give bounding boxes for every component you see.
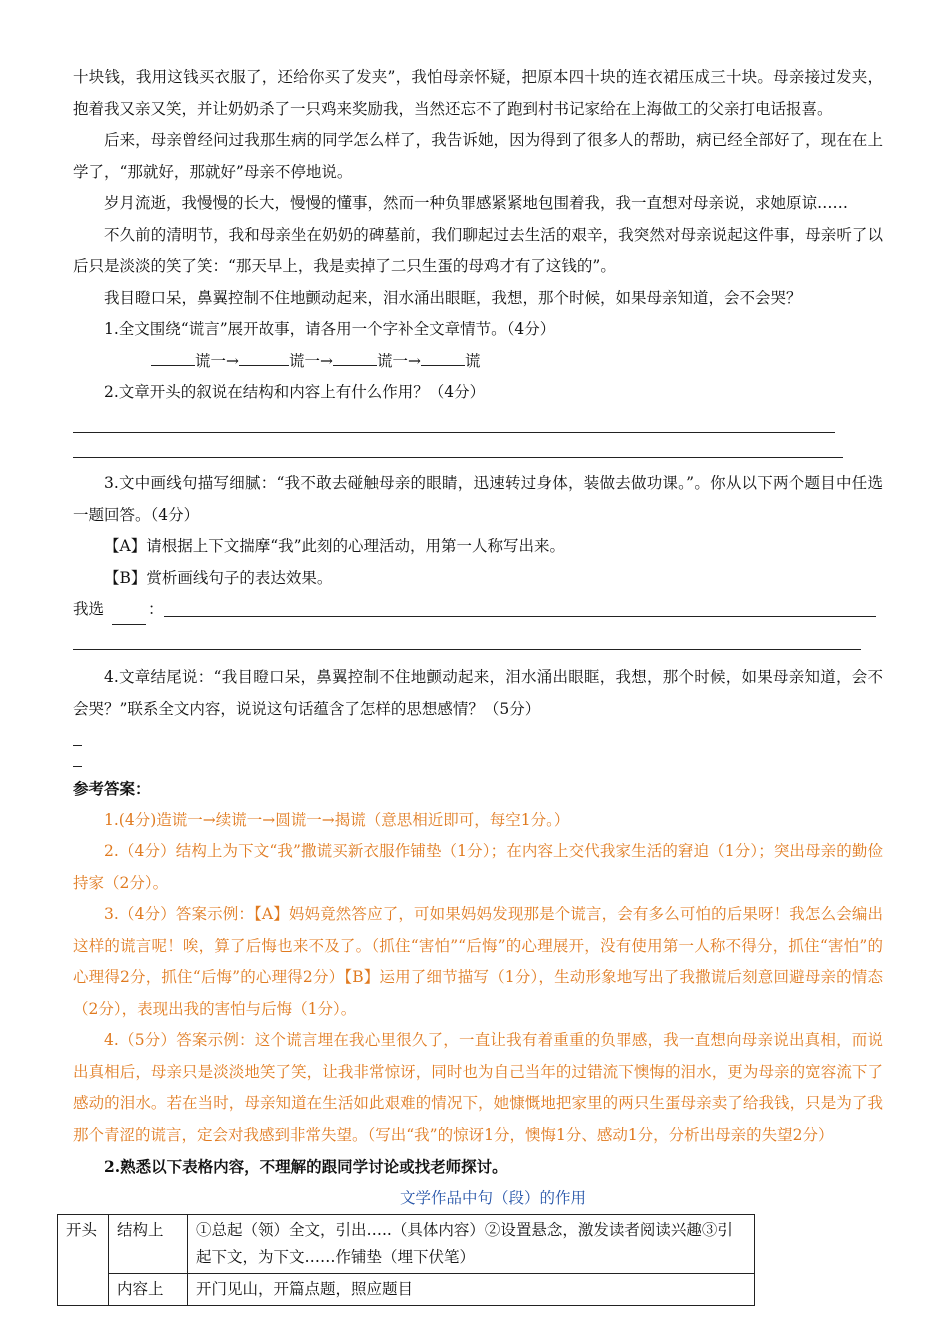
question-3-option-a: 【A】请根据上下文揣摩“我”此刻的心理活动，用第一人称写出来。 bbox=[104, 537, 566, 555]
choose-blank[interactable] bbox=[112, 606, 146, 625]
question-4: 4.文章结尾说：“我目瞪口呆，鼻翼控制不住地颤动起来，泪水涌出眼眶，我想，那个时候，如果母亲知道，会不会哭？”联系全文内容，说说这句话蕴含了怎样的思想感情？（5分） bbox=[73, 668, 883, 718]
table-row bbox=[58, 1214, 755, 1273]
question-3-option-b: 【B】赏析画线句子的表达效果。 bbox=[104, 568, 333, 587]
table-cell: 结构上 bbox=[109, 1214, 188, 1273]
answer-2: 2.（4分）结构上为下文“我”撒谎买新衣服作铺垫（1分）；在内容上交代我家生活的窘迫（1分）；突出母亲的勤俭持家（2分）。 bbox=[73, 842, 883, 892]
passage-paragraph: 不久前的清明节，我和母亲坐在奶奶的碑墓前，我们聊起过去生活的艰辛，我突然对母亲说起这件事，母亲听了以后只是淡淡的笑了笑：“那天早上，我是卖掉了二只生蛋的母鸡才有了这钱的”。 bbox=[73, 225, 883, 275]
answer-line[interactable] bbox=[73, 408, 835, 433]
question-1: 1.全文围绕“谎言”展开故事，请各用一个字补全文章情节。（4分） bbox=[104, 320, 556, 338]
fill-blank[interactable] bbox=[151, 347, 195, 366]
passage-paragraph: 岁月流逝，我慢慢的长大，慢慢的懂事，然而一种负罪感紧紧地包围着我，我一直想对母亲说，求她原谅…… bbox=[104, 194, 849, 212]
fill-blank[interactable] bbox=[333, 347, 377, 366]
choose-colon: ： bbox=[148, 600, 164, 618]
answer-line[interactable] bbox=[73, 433, 843, 458]
fill-connector: 谎一→ bbox=[289, 351, 333, 370]
function-table bbox=[57, 1214, 755, 1306]
choose-label: 我选 bbox=[73, 600, 105, 618]
table-cell: 内容上 bbox=[109, 1273, 188, 1305]
answer-line[interactable] bbox=[73, 625, 861, 650]
answer-line[interactable] bbox=[164, 596, 876, 617]
answer-1: 1.(4分)造谎一→续谎一→圆谎一→揭谎（意思相近即可，每空1分。） bbox=[104, 810, 570, 829]
fill-blank[interactable] bbox=[239, 347, 289, 366]
table-title: 文学作品中句（段）的作用 bbox=[399, 1188, 586, 1207]
question-1-fill-row bbox=[73, 346, 883, 377]
fill-blank[interactable] bbox=[421, 347, 465, 366]
passage-paragraph: 后来，母亲曾经问过我那生病的同学怎么样了，我告诉她，因为得到了很多人的帮助，病已经全部好了，现在在上学了，“那就好，那就好”母亲不停地说。 bbox=[73, 131, 883, 181]
table-cell: ①总起（领）全文，引出…..（具体内容）②设置悬念，激发读者阅读兴趣③引起下文，为下文……作铺垫（埋下伏笔） bbox=[188, 1214, 755, 1273]
document-content bbox=[66, 62, 883, 1306]
question-3-choose-row bbox=[73, 594, 883, 625]
answer-4: 4.（5分）答案示例：这个谎言埋在我心里很久了，一直让我有着重重的负罪感，我一直想向母亲说出真相，而说出真相后，母亲只是淡淡地笑了笑，让我非常惊讶，同时也为自己当年的过错流下懊悔的泪水，更为母亲的宽容流下了感动的泪水。若在当时，母亲知道在生活如此艰难的情况下，她慷慨地把家里的两只生蛋母亲卖了给我钱，只是为了我那个青涩的谎言，定会对我感到非常失望。（写出“我”的惊讶1分，懊悔1分、感动1分，分析出母亲的失望2分） bbox=[73, 1031, 883, 1144]
table-cell: 开头 bbox=[58, 1214, 109, 1305]
answer-3: 3.（4分）答案示例：【A】妈妈竟然答应了，可如果妈妈发现那是个谎言，会有多么可怕的后果呀！我怎么会编出这样的谎言呢！唉，算了后悔也来不及了。（抓住“害怕”“后悔”的心理展开，没有使用第一人称不得分，抓住“害怕”的心理得2分，抓住“后悔”的心理得2分）【B】运用了细节描写（1分），生动形象地写出了我撒谎后刻意回避母亲的情态（2分），表现出我的害怕与后悔（1分）。 bbox=[73, 905, 883, 1018]
fill-connector: 谎一→ bbox=[195, 351, 239, 370]
passage-paragraph: 我目瞪口呆，鼻翼控制不住地颤动起来，泪水涌出眼眶，我想，那个时候，如果母亲知道，会不会哭？ bbox=[104, 288, 802, 307]
passage-paragraph: 十块钱，我用这钱买衣服了，还给你买了发夹”，我怕母亲怀疑，把原本四十块的连衣裙压成三十块。母亲接过发夹，抱着我又亲又笑，并让奶奶杀了一只鸡来奖励我，当然还忘不了跑到村书记家给在上海做工的父亲打电话报喜。 bbox=[73, 68, 883, 118]
answer-line[interactable] bbox=[73, 746, 82, 767]
answer-line[interactable] bbox=[73, 725, 82, 746]
table-row bbox=[58, 1273, 755, 1305]
fill-connector: 谎一→ bbox=[377, 351, 421, 370]
table-cell: 开门见山，开篇点题，照应题目 bbox=[188, 1273, 755, 1305]
fill-connector: 谎 bbox=[465, 351, 481, 370]
answers-heading: 参考答案： bbox=[73, 779, 151, 798]
question-3: 3.文中画线句描写细腻：“我不敢去碰触母亲的眼睛，迅速转过身体，装做去做功课。”。你从以下两个题目中任选一题回答。（4分） bbox=[73, 474, 883, 524]
section-2-heading: 2.熟悉以下表格内容，不理解的跟同学讨论或找老师探讨。 bbox=[104, 1157, 508, 1176]
question-2: 2.文章开头的叙说在结构和内容上有什么作用？（4分） bbox=[104, 382, 486, 401]
